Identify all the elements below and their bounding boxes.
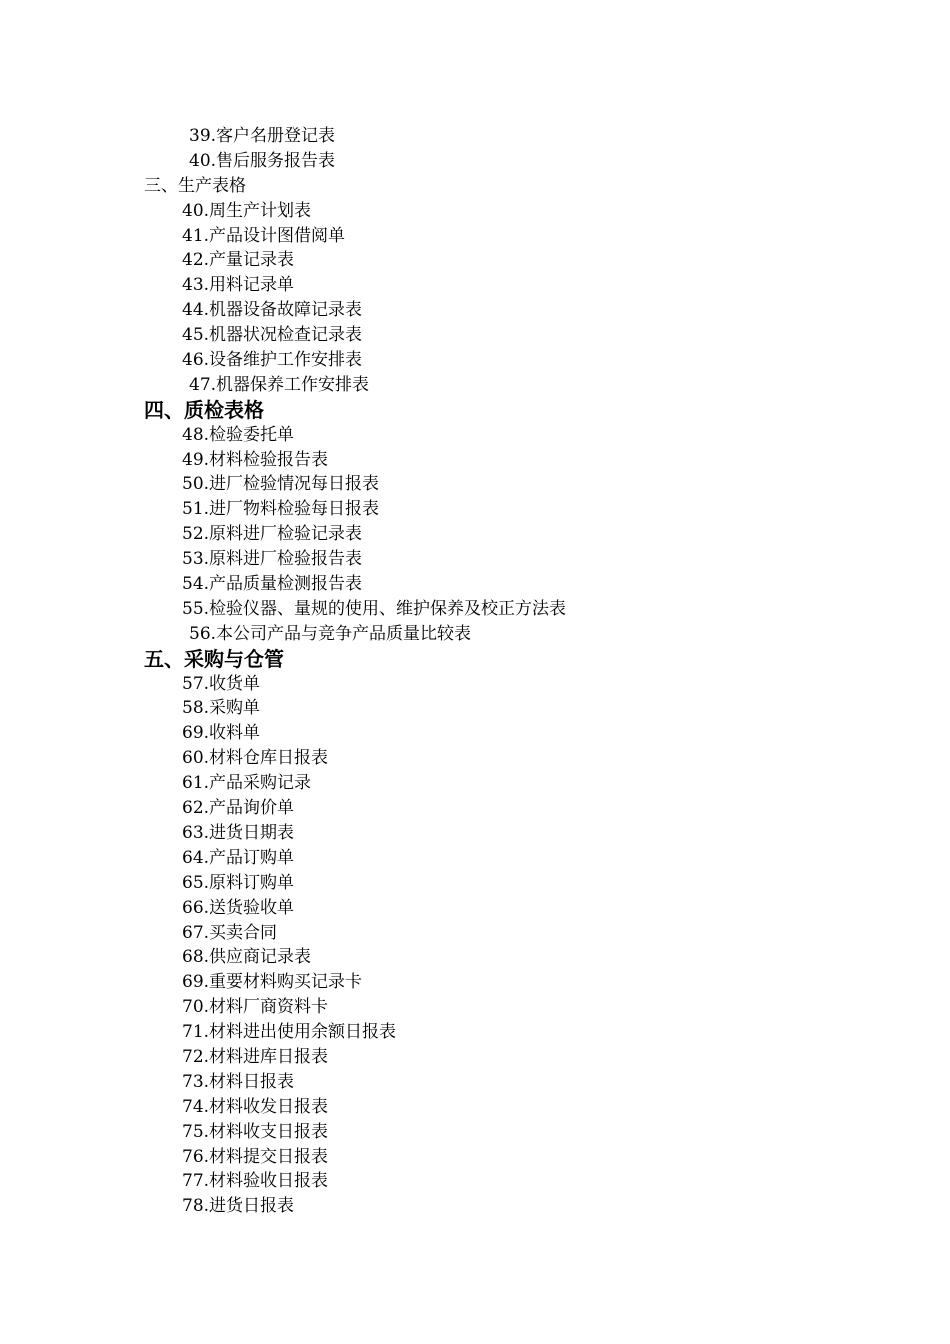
list-item: 41.产品设计图借阅单 bbox=[182, 225, 346, 246]
list-item: 44.机器设备故障记录表 bbox=[182, 300, 363, 321]
section-heading: 三、生产表格 bbox=[144, 175, 246, 196]
section-heading: 四、质检表格 bbox=[144, 397, 264, 422]
list-item: 68.供应商记录表 bbox=[182, 947, 312, 968]
list-item: 47.机器保养工作安排表 bbox=[189, 374, 370, 395]
list-item: 40.售后服务报告表 bbox=[189, 150, 336, 171]
list-item: 51.进厂物料检验每日报表 bbox=[182, 499, 380, 520]
list-item: 64.产品订购单 bbox=[182, 847, 295, 868]
list-item: 52.原料进厂检验记录表 bbox=[182, 524, 363, 545]
list-item: 53.原料进厂检验报告表 bbox=[182, 549, 363, 570]
list-item: 61.产品采购记录 bbox=[182, 773, 312, 794]
list-item: 69.收料单 bbox=[182, 723, 261, 744]
list-item: 71.材料进出使用余额日报表 bbox=[182, 1022, 397, 1043]
list-item: 67.买卖合同 bbox=[182, 922, 278, 943]
list-item: 74.材料收发日报表 bbox=[182, 1096, 329, 1117]
list-item: 62.产品询价单 bbox=[182, 798, 295, 819]
list-item: 45.机器状况检查记录表 bbox=[182, 325, 363, 346]
list-item: 73.材料日报表 bbox=[182, 1071, 295, 1092]
list-item: 55.检验仪器、量规的使用、维护保养及校正方法表 bbox=[182, 598, 567, 619]
list-item: 42.产量记录表 bbox=[182, 250, 295, 271]
list-item: 54.产品质量检测报告表 bbox=[182, 574, 363, 595]
list-item: 39.客户名册登记表 bbox=[189, 126, 336, 146]
list-item: 65.原料订购单 bbox=[182, 872, 295, 893]
list-item: 58.采购单 bbox=[182, 698, 261, 719]
list-item: 40.周生产计划表 bbox=[182, 200, 312, 221]
list-item: 77.材料验收日报表 bbox=[182, 1171, 329, 1192]
list-item: 48.检验委托单 bbox=[182, 424, 295, 445]
list-item: 70.材料厂商资料卡 bbox=[182, 997, 329, 1018]
list-item: 57.收货单 bbox=[182, 673, 261, 694]
list-item: 63.进货日期表 bbox=[182, 822, 295, 843]
list-item: 72.材料进库日报表 bbox=[182, 1046, 329, 1067]
list-item: 69.重要材料购买记录卡 bbox=[182, 972, 363, 993]
list-item: 76.材料提交日报表 bbox=[182, 1146, 329, 1167]
list-item: 56.本公司产品与竞争产品质量比较表 bbox=[189, 623, 472, 644]
list-item: 78.进货日报表 bbox=[182, 1196, 295, 1217]
section-heading: 五、采购与仓管 bbox=[144, 646, 284, 671]
list-item: 50.进厂检验情况每日报表 bbox=[182, 474, 380, 495]
list-item: 75.材料收支日报表 bbox=[182, 1121, 329, 1142]
list-item: 46.设备维护工作安排表 bbox=[182, 350, 363, 371]
list-item: 66.送货验收单 bbox=[182, 897, 295, 918]
list-item: 43.用料记录单 bbox=[182, 275, 295, 296]
list-item: 60.材料仓库日报表 bbox=[182, 748, 329, 769]
list-item: 49.材料检验报告表 bbox=[182, 449, 329, 470]
document-list bbox=[0, 124, 950, 1219]
